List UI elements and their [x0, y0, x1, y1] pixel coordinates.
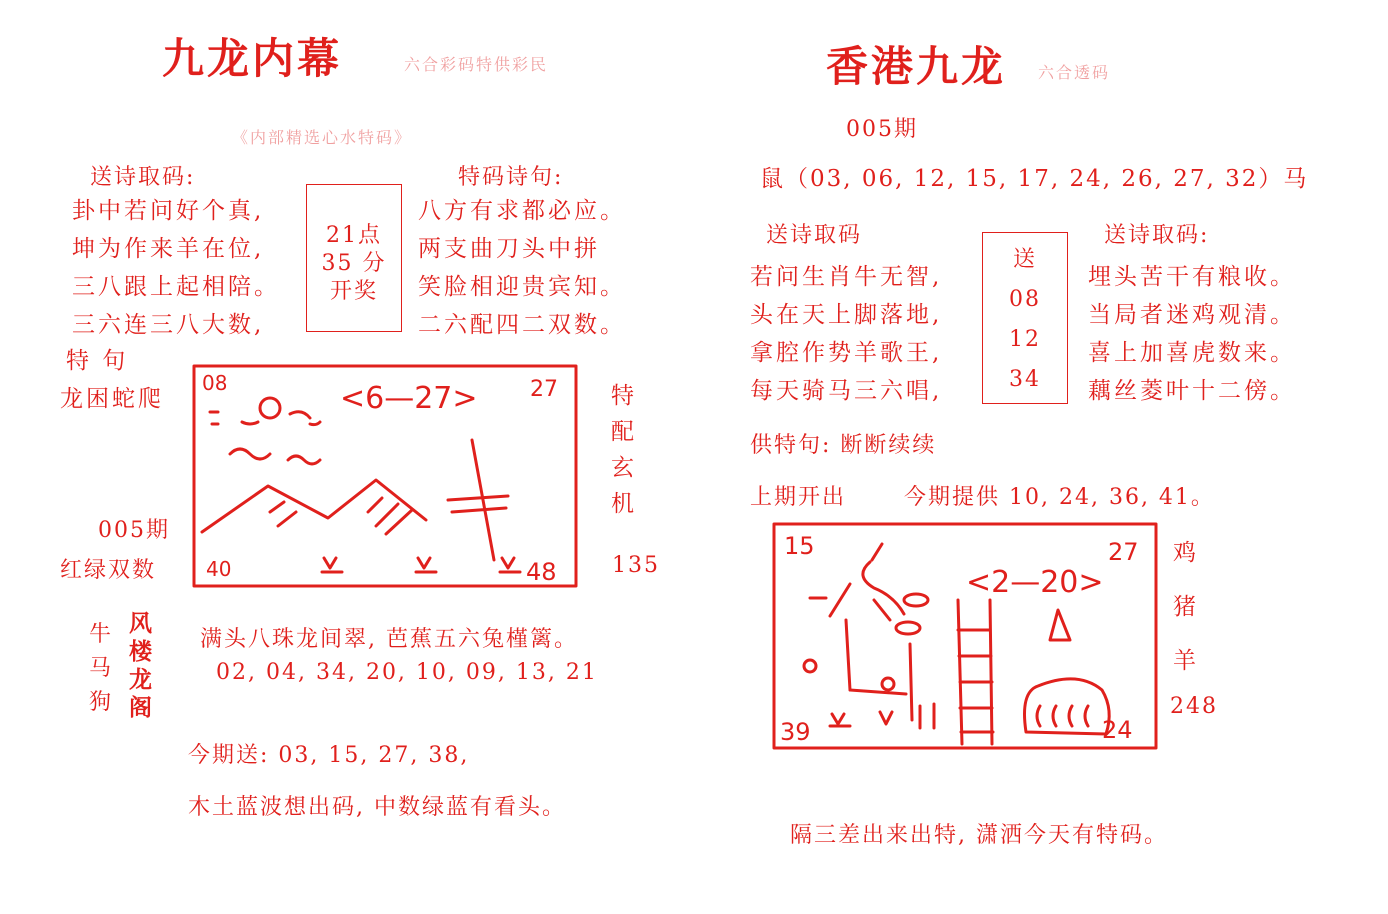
corner-number: 24 — [1102, 716, 1133, 744]
poem-line: 每天骑马三六唱, — [750, 378, 943, 404]
fruit-icon — [804, 660, 816, 672]
left-poem-right — [418, 192, 626, 344]
sword-icon — [448, 440, 508, 560]
poem-line: 笑脸相迎贵宾知。 — [418, 274, 626, 300]
poem-line: 三八跟上起相陪。 — [72, 274, 280, 300]
fruit-icon — [882, 678, 894, 690]
poem-line: 八方有求都必应。 — [418, 198, 626, 224]
corner-number: 39 — [780, 718, 811, 746]
zodiac-char: 猪 — [1173, 594, 1199, 620]
side-char: 玄 — [611, 455, 637, 481]
draw-time-line: 21点 — [326, 223, 382, 248]
right-riddle-picture — [770, 520, 1160, 752]
special-phrase: 龙困蛇爬 — [60, 386, 164, 412]
draw-time-line: 开奖 — [329, 279, 378, 304]
sail-icon — [1050, 610, 1070, 640]
left-poem-header-left: 送诗取码: — [90, 165, 196, 190]
picture-label: <2—20> — [966, 565, 1104, 600]
zodiac-char: 羊 — [1173, 648, 1199, 674]
sun-icon — [260, 398, 280, 418]
mountain-icon — [202, 480, 426, 532]
send-numbers — [982, 240, 1068, 400]
poem-line: 当局者迷鸡观清。 — [1088, 302, 1296, 328]
pavilion-name — [124, 610, 160, 722]
corner-number: 08 — [202, 371, 228, 395]
red-green-label: 红绿双数 — [60, 558, 157, 583]
zodiac-char: 狗 — [88, 690, 113, 715]
branch-icon — [810, 544, 904, 620]
corner-number: 40 — [206, 557, 232, 581]
ladder-icon — [958, 600, 993, 744]
wave-icon — [230, 449, 320, 464]
special-label: 特 句 — [66, 348, 129, 374]
pavilion-char: 龙 — [129, 666, 155, 693]
right-poem-header-right: 送诗取码: — [1104, 223, 1210, 248]
side-char: 特 — [611, 383, 637, 409]
left-bottom-line: 木土蓝波想出码, 中数绿蓝有看头。 — [188, 795, 566, 820]
left-subnote: 《内部精选心水特码》 — [232, 128, 413, 147]
left-verse-numbers: 02, 04, 34, 20, 10, 09, 13, 21 — [216, 660, 598, 685]
left-send-today: 今期送: 03, 15, 27, 38, — [188, 743, 470, 768]
right-side-zodiac — [1168, 526, 1204, 688]
poem-line: 藕丝菱叶十二傍。 — [1088, 378, 1296, 404]
send-number: 12 — [1009, 327, 1041, 352]
send-number: 08 — [1009, 287, 1041, 312]
left-poem-header-right: 特码诗句: — [458, 165, 564, 190]
left-verse: 满头八珠龙间翠, 芭蕉五六兔槿篱。 — [200, 627, 578, 652]
right-subtitle: 六合透码 — [1038, 63, 1111, 82]
right-title: 香港九龙 — [826, 42, 1007, 91]
pavilion-char: 风 — [129, 610, 155, 637]
right-poem-left — [750, 258, 942, 410]
corner-number: 27 — [1108, 538, 1139, 566]
right-this-period: 今期提供 10, 24, 36, 41。 — [904, 485, 1215, 510]
mountain-hatch — [270, 498, 412, 534]
poem-line: 三六连三八大数, — [72, 312, 265, 338]
left-title: 九龙内幕 — [162, 34, 343, 83]
side-char: 配 — [611, 419, 637, 445]
corner-number: 15 — [784, 532, 815, 560]
right-special-sentence: 供特句: 断断续续 — [750, 433, 937, 458]
poem-line: 两支曲刀头中拼 — [418, 236, 600, 262]
left-side-number: 135 — [612, 553, 660, 578]
poem-line: 喜上加喜虎数来。 — [1088, 340, 1296, 366]
right-side-number: 248 — [1170, 694, 1218, 719]
basket-weave — [1037, 706, 1088, 726]
poem-line: 卦中若问好个真, — [72, 198, 265, 224]
send-number: 34 — [1009, 367, 1041, 392]
zodiac-char: 牛 — [88, 622, 113, 647]
draw-time-line: 35 分 — [321, 251, 387, 276]
right-issue: 005期 — [846, 117, 918, 142]
picture-label: <6—27> — [340, 381, 478, 416]
left-subtitle: 六合彩码特供彩民 — [404, 55, 549, 74]
side-char: 机 — [611, 491, 637, 517]
corner-number: 27 — [530, 377, 558, 402]
poem-line: 二六配四二双数。 — [418, 312, 626, 338]
grass-icon — [322, 558, 520, 572]
basket-icon — [1025, 679, 1110, 734]
left-issue: 005期 — [98, 518, 170, 543]
right-poem-right — [1088, 258, 1296, 410]
poem-line: 头在天上脚落地, — [750, 302, 943, 328]
poem-line: 若问生肖牛无智, — [750, 264, 943, 290]
right-last-period: 上期开出 — [750, 485, 847, 510]
pavilion-char: 阁 — [129, 694, 155, 721]
stem-icon — [846, 620, 912, 720]
grass-icon — [830, 704, 934, 728]
leaf-icon — [904, 594, 928, 606]
poem-line: 埋头苦干有粮收。 — [1088, 264, 1296, 290]
right-zodiac-line: 鼠（03, 06, 12, 15, 17, 24, 26, 27, 32）马 — [760, 166, 1309, 192]
left-poem-left — [72, 192, 280, 344]
leaf-icon — [896, 622, 920, 634]
zodiac-char: 马 — [88, 656, 113, 681]
draw-time — [306, 222, 402, 306]
send-label: 送 — [1012, 247, 1037, 272]
right-poem-header-left: 送诗取码 — [766, 223, 863, 248]
left-riddle-picture — [190, 362, 580, 592]
corner-number: 48 — [526, 558, 557, 586]
poem-line: 拿腔作势羊歌王, — [750, 340, 943, 366]
zodiac-char: 鸡 — [1173, 540, 1199, 566]
right-bottom-line: 隔三差出来出特, 潇洒今天有特码。 — [790, 823, 1168, 848]
pavilion-char: 楼 — [129, 638, 155, 665]
left-side-label — [606, 378, 642, 522]
poem-line: 坤为作来羊在位, — [72, 236, 265, 262]
left-zodiac-list — [86, 618, 116, 720]
